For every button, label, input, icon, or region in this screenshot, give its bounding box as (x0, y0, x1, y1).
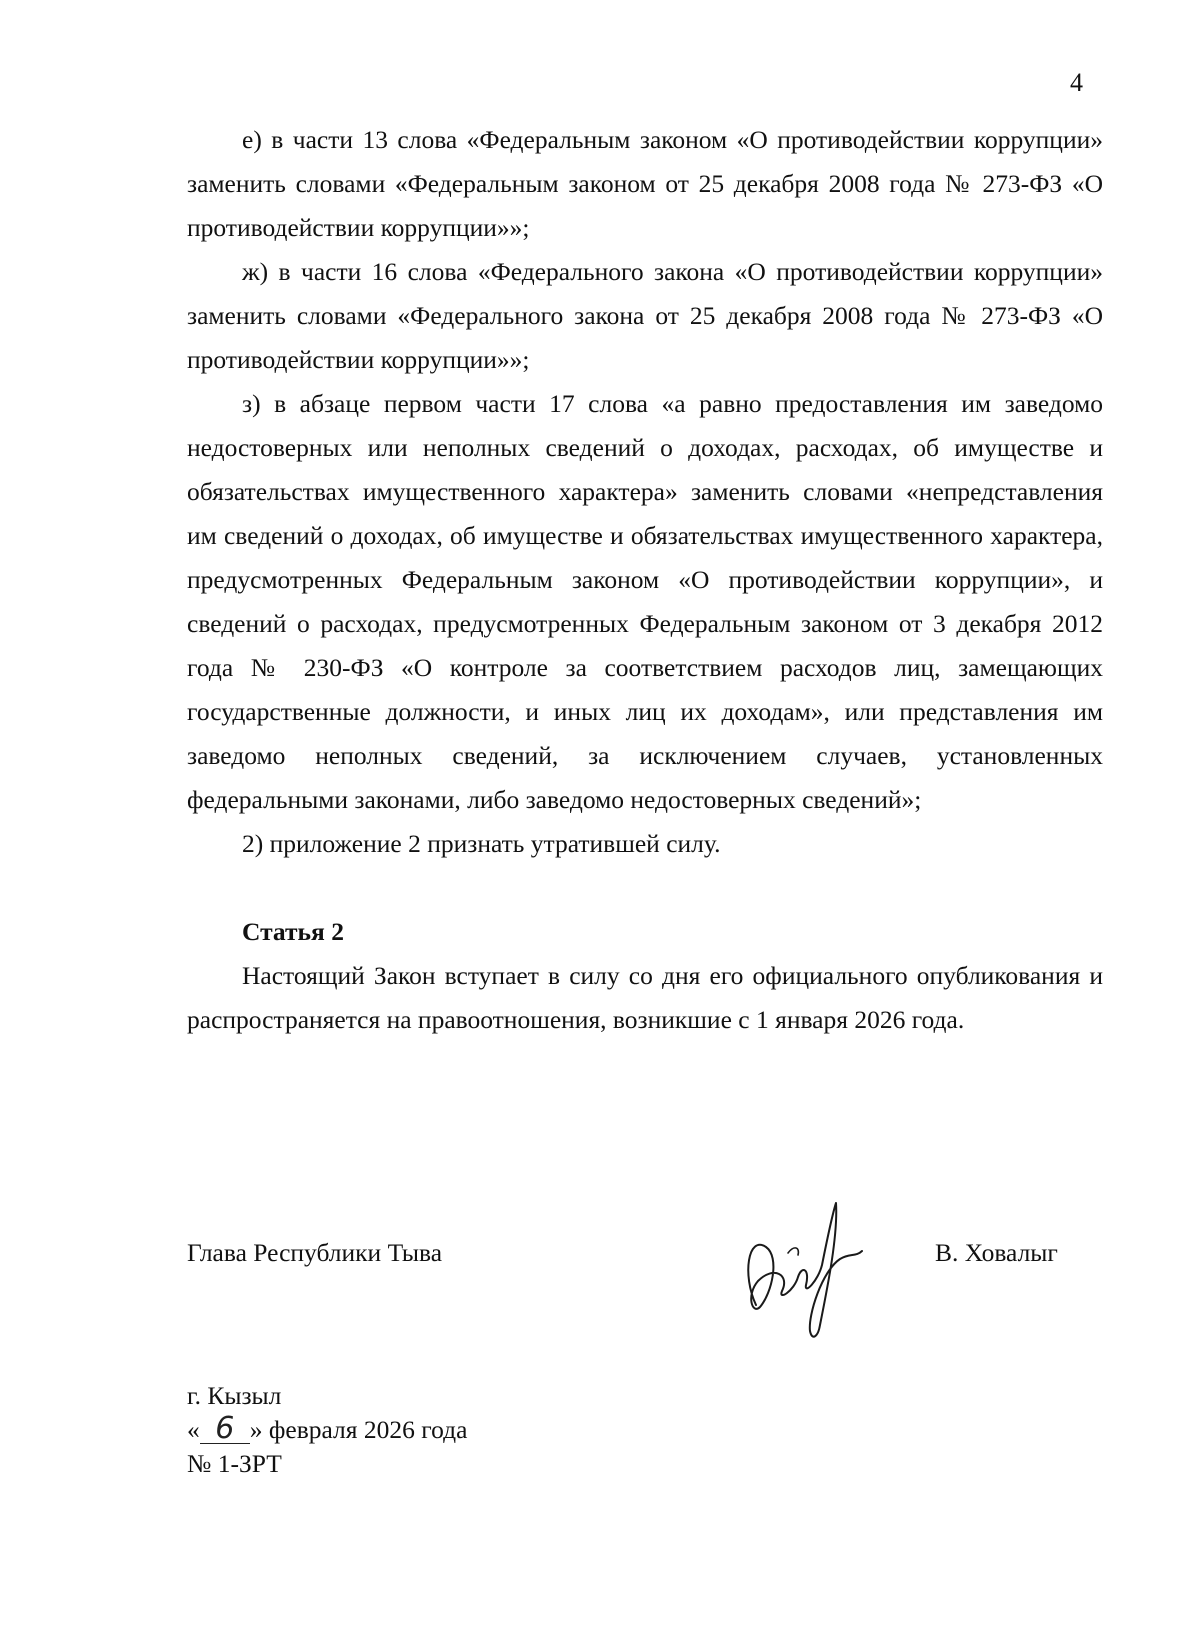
paragraph-z: з) в абзаце первом части 17 слова «а равно предоставления им заведомо недостоверных или неполных сведений о доходах, расходах, об имуществе и обязательствах имущественного характера» заменить словами «непредставления им сведений о доходах, об имуществе и обязательствах имущественного характера, предусмотренных Федеральным законом «О противодействии коррупции», и сведений о расходах, предусмотренных Федеральным законом от 3 декабря 2012 года № 230-ФЗ «О контроле за соответствием расходов лиц, замещающих государственные должности, и иных лиц их доходам», или представления им заведомо неполных сведений, за исключением случаев, установленных федеральными законами, либо заведомо недостоверных сведений»; (187, 389, 1103, 814)
article-text: Настоящий Закон вступает в силу со дня его официального опубликования и распространяется на правоотношения, возникшие с 1 января 2026 года. (187, 961, 1103, 1034)
article-heading: Статья 2 (242, 917, 344, 946)
handwritten-signature (738, 1195, 873, 1345)
law-number: № 1-ЗРТ (187, 1449, 282, 1478)
date-open-quote: « (187, 1415, 200, 1444)
paragraph-2: 2) приложение 2 признать утратившей силу. (242, 829, 721, 858)
paragraph-zh: ж) в части 16 слова «Федерального закона «О противодействии коррупции» заменить словами «Федерального закона от 25 декабря 2008 года № 273-ФЗ «О противодействии коррупции»»; (187, 257, 1103, 374)
paragraph-e: е) в части 13 слова «Федеральным законом «О противодействии коррупции» заменить словами «Федеральным законом от 25 декабря 2008 года № 273-ФЗ «О противодействии коррупции»»; (187, 125, 1103, 242)
signer-name: В. Ховалыг (935, 1238, 1058, 1267)
date-line (187, 1413, 467, 1447)
handwritten-day: 6 (200, 1415, 250, 1444)
signer-title: Глава Республики Тыва (187, 1238, 443, 1267)
date-rest: » февраля 2026 года (249, 1415, 468, 1444)
document-footer (187, 1379, 467, 1481)
page-number: 4 (1070, 68, 1083, 97)
city: г. Кызыл (187, 1381, 282, 1410)
document-body (187, 118, 1103, 1042)
